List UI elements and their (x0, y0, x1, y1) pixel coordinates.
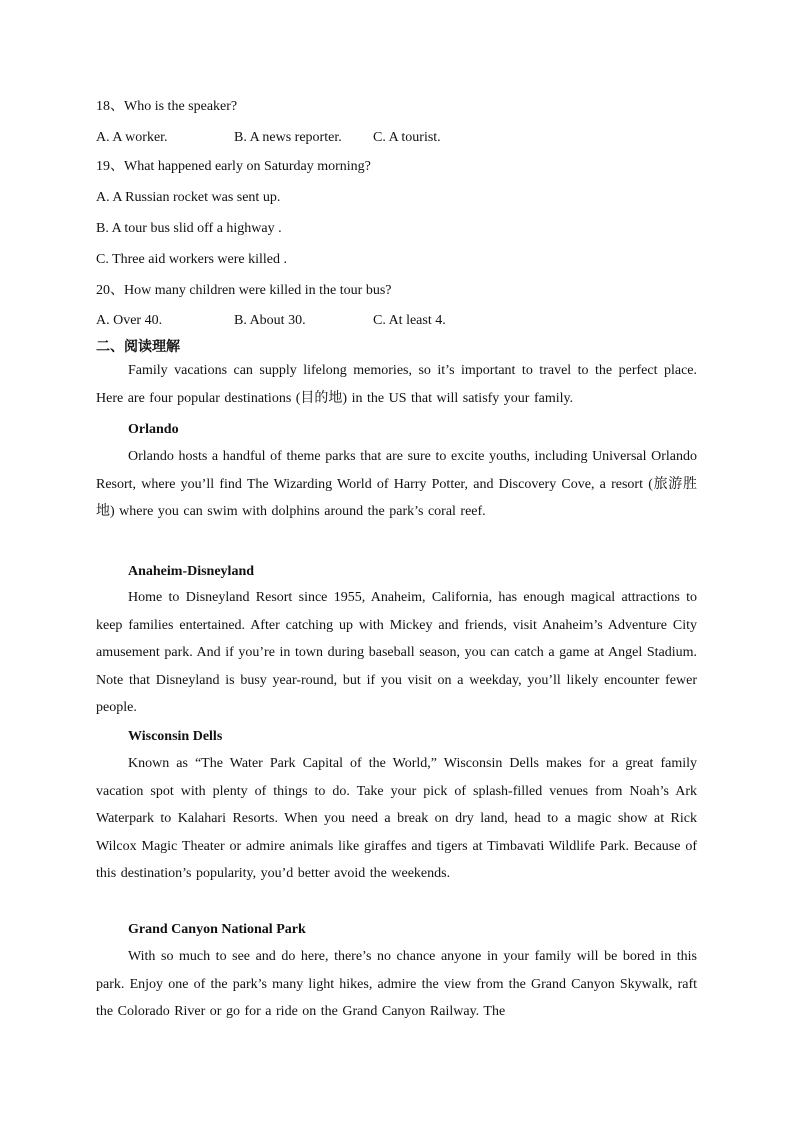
question-18-option-c: C. A tourist. (373, 130, 441, 145)
question-18-option-a: A. A worker. (96, 130, 168, 145)
question-20-stem: 20、How many children were killed in the tour bus? (96, 283, 392, 298)
question-19-stem: 19、What happened early on Saturday morning? (96, 159, 371, 174)
destination-heading-grand-canyon: Grand Canyon National Park (128, 922, 306, 937)
question-19-option-a: A. A Russian rocket was sent up. (96, 190, 281, 205)
destination-heading-orlando: Orlando (128, 422, 179, 437)
destination-text-grand-canyon: With so much to see and do here, there’s no chance anyone in your family will be bored in this park. Enjoy one of the park’s many light hikes, admire the view from the Grand Canyon Skywalk, raft the Colorado River or go for a ride on the Grand Canyon Railway. The (96, 949, 697, 1020)
destination-text-anaheim: Home to Disneyland Resort since 1955, Anaheim, California, has enough magical attractions to keep families entertained. After catching up with Mickey and friends, visit Anaheim’s Adventure City amusement park. And if you’re in town during baseball season, you can catch a game at Angel Stadium. Note that Disneyland is busy year-round, but if you visit on a weekday, you’ll likely encounter fewer people. (96, 590, 697, 716)
question-18-option-b: B. A news reporter. (234, 130, 342, 145)
question-20-option-b: B. About 30. (234, 313, 306, 328)
question-19-option-b: B. A tour bus slid off a highway . (96, 221, 282, 236)
reading-section-title: 二、阅读理解 (96, 339, 180, 355)
question-20-option-c: C. At least 4. (373, 313, 446, 328)
destination-text-orlando: Orlando hosts a handful of theme parks that are sure to excite youths, including Universal Orlando Resort, where you’ll find The Wizarding World of Harry Potter, and Discovery Cove, a resort (旅游胜地) where you can swim with dolphins around the park’s coral reef. (96, 449, 697, 520)
reading-intro-paragraph: Family vacations can supply lifelong memories, so it’s important to travel to the perfect place. Here are four popular destinations (目的地) in the US that will satisfy your family. (96, 363, 697, 406)
destination-heading-wisconsin-dells: Wisconsin Dells (128, 729, 223, 744)
destination-heading-anaheim: Anaheim-Disneyland (128, 564, 255, 579)
question-20-option-a: A. Over 40. (96, 313, 163, 328)
question-19-option-c: C. Three aid workers were killed . (96, 252, 288, 267)
destination-text-wisconsin-dells: Known as “The Water Park Capital of the World,” Wisconsin Dells makes for a great family vacation spot with plenty of things to do. Take your pick of splash-filled venues from Noah’s Ark Waterpark to Kalahari Resorts. When you need a break on dry land, head to a magic show at Rick Wilcox Magic Theater or admire animals like giraffes and tigers at Timbavati Wildlife Park. Because of this destination’s popularity, you’d better avoid the weekends. (96, 756, 697, 882)
question-18-stem: 18、Who is the speaker? (96, 99, 238, 114)
